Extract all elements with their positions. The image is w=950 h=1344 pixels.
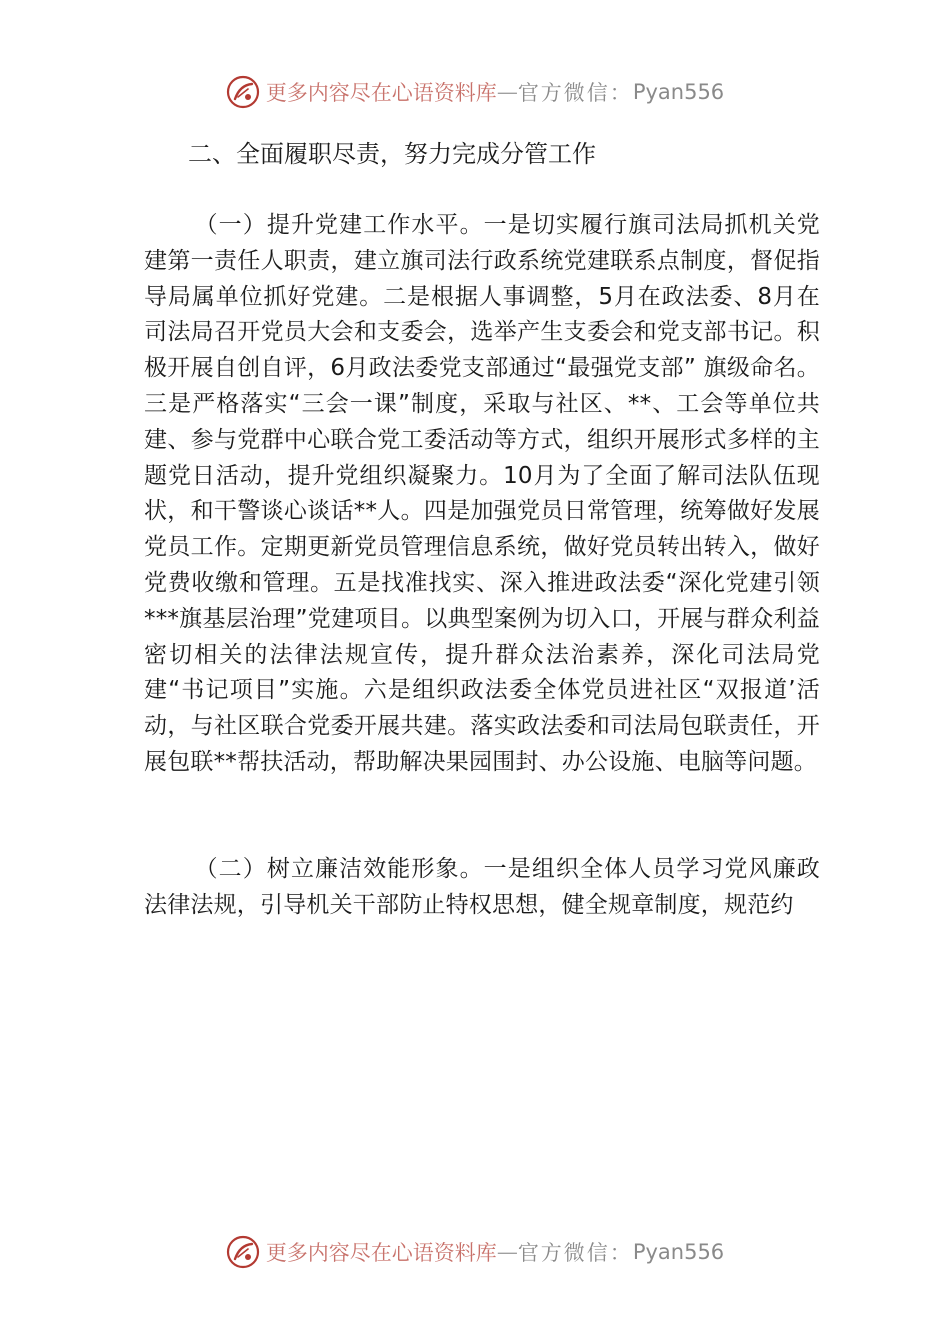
footer-watermark-banner	[0, 1232, 950, 1272]
brand-text: 更多内容尽在心语资料库	[265, 1241, 497, 1265]
banner-separator: —	[496, 80, 518, 104]
header-watermark-banner	[0, 72, 950, 112]
wechat-label: 官方微信：	[517, 81, 633, 105]
body-paragraph-1: （一）提升党建工作水平。一是切实履行旗司法局抓机关党建第一责任人职责，建立旗司法行政系统党建联系点制度，督促指导局属单位抓好党建。二是根据人事调整，5月在政法委、8月在司法局召开党员大会和支委会，选举产生支委会和党支部书记。积极开展自创自评，6月政法委党支部通过“最强党支部” 旗级命名。三是严格落实“三会一课”制度，采取与社区、**、工会等单位共建、参与党群中心联合党工委活动等方式，组织开展形式多样的主题党日活动，提升党组织凝聚力。10月为了全面了解司法队伍现状，和干警谈心谈话**人。四是加强党员日常管理，统筹做好发展党员工作。定期更新党员管理信息系统，做好党员转出转入，做好党费收缴和管理。五是找准找实、深入推进政法委“深化党建引领***旗基层治理”党建项目。以典型案例为切入口，开展与群众利益密切相关的法律法规宣传，提升群众法治素养，深化司法局党建“书记项目”实施。六是组织政法委全体党员进社区“双报道’活动，与社区联合党委开展共建。落实政法委和司法局包联责任，开展包联**帮扶活动，帮助解决果园围封、办公设施、电脑等问题。	[144, 212, 820, 775]
brand-text: 更多内容尽在心语资料库	[265, 81, 497, 105]
wechat-id: Pyan556	[632, 1240, 725, 1264]
section-heading: 二、全面履职尽责，努力完成分管工作	[188, 140, 596, 168]
wechat-id: Pyan556	[632, 80, 725, 104]
body-paragraph-2: （二）树立廉洁效能形象。一是组织全体人员学习党风廉政法律法规，引导机关干部防止特权思想，健全规章制度，规范约	[144, 856, 820, 918]
wechat-label: 官方微信：	[517, 1241, 633, 1265]
brand-logo-icon	[226, 1235, 260, 1269]
banner-separator: —	[496, 1240, 518, 1264]
brand-logo-icon	[226, 75, 260, 109]
